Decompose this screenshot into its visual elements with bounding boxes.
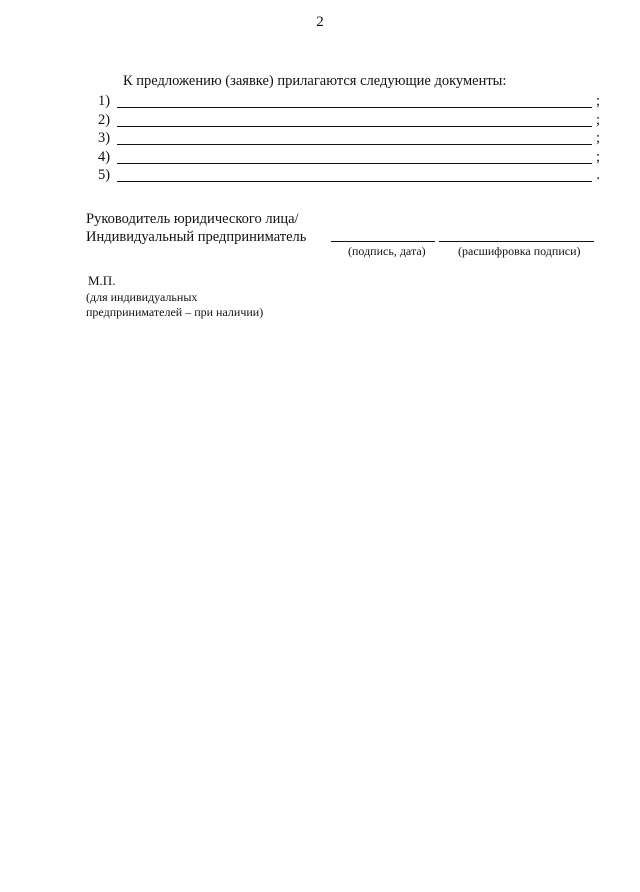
signatory-title-line1: Руководитель юридического лица/ xyxy=(86,211,299,227)
attachment-item xyxy=(98,130,600,149)
signature-decode-caption: (расшифровка подписи) xyxy=(458,244,581,258)
attachment-item xyxy=(98,167,600,186)
attachment-item xyxy=(98,112,600,131)
attachment-item xyxy=(98,93,600,112)
page-number: 2 xyxy=(316,14,324,30)
signature-date-line xyxy=(331,241,435,242)
signature-date-caption: (подпись, дата) xyxy=(348,244,426,258)
attachments-intro: К предложению (заявке) прилагаются следующие документы: xyxy=(123,73,507,89)
attachment-number: 3) xyxy=(98,130,111,146)
stamp-label: М.П. xyxy=(88,273,116,288)
attachment-terminator: ; xyxy=(595,93,600,109)
signatory-title xyxy=(86,210,306,246)
attachments-list xyxy=(98,93,600,186)
attachment-terminator: ; xyxy=(595,111,600,128)
attachment-terminator: . xyxy=(596,167,600,183)
attachment-terminator: ; xyxy=(595,130,600,146)
signatory-title-line2: Индивидуальный предприниматель xyxy=(86,229,307,245)
attachment-number: 5) xyxy=(98,167,111,183)
attachment-blank-line xyxy=(117,163,592,164)
attachment-terminator: ; xyxy=(595,148,600,165)
attachment-blank-line xyxy=(117,126,592,127)
attachment-item xyxy=(98,149,600,168)
stamp-note-line2: предпринимателей – при наличии) xyxy=(86,305,264,319)
signature-decode-line xyxy=(439,241,594,242)
stamp-note-line1: (для индивидуальных xyxy=(86,290,198,304)
attachment-blank-line xyxy=(117,181,592,182)
attachment-number: 1) xyxy=(98,93,111,109)
stamp-note xyxy=(86,290,263,320)
attachment-number: 4) xyxy=(98,148,111,165)
attachment-number: 2) xyxy=(98,111,111,128)
attachment-blank-line xyxy=(117,107,592,108)
attachment-blank-line xyxy=(117,144,592,145)
